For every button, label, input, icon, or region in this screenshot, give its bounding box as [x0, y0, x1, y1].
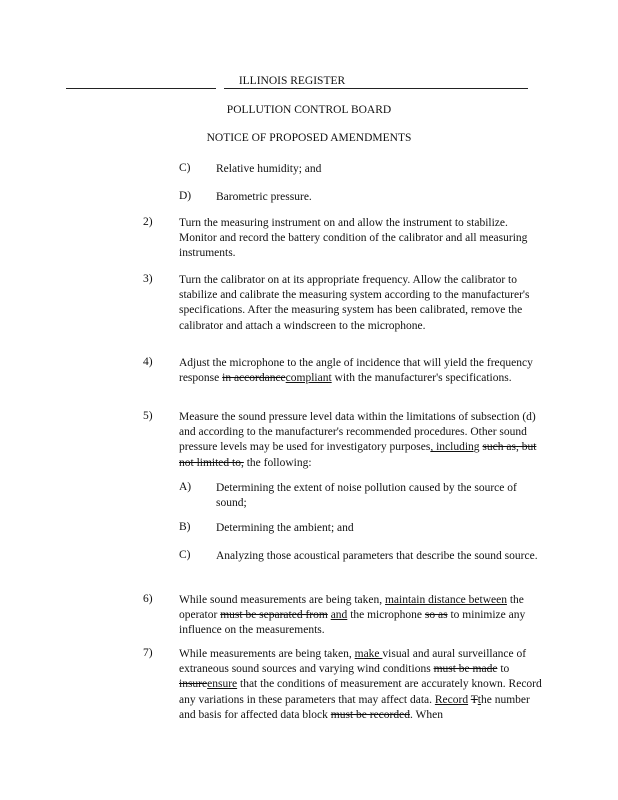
item-5-text: Measure the sound pressure level data within the limitations of subsection (d) and according to the manufacturer's recommended procedures. Other sound pressure levels may be used for investigatory purposes, including such as, but not limited to, the following: [179, 411, 537, 469]
deleted-text: must be recorded [330, 708, 410, 721]
item-5b-letter: B) [179, 521, 191, 533]
inserted-text: Record [434, 693, 469, 706]
item-7-number: 7) [143, 647, 153, 659]
deleted-text: in accordance [222, 372, 286, 385]
board-title: POLLUTION CONTROL BOARD [226, 104, 392, 116]
item-3-text: Turn the calibrator on at its appropriate frequency. Allow the calibrator to stabilize and calibrate the measuring system according to the manufacturer's specifications. After the measuring system has been calibrated, remove the calibrator and attach a windscreen to the microphone. [179, 274, 530, 332]
deleted-text: must be separated from [220, 609, 328, 622]
top-item-c-letter: C) [179, 162, 191, 174]
item-6-number: 6) [143, 593, 153, 605]
inserted-text: , including [430, 441, 480, 454]
deleted-text: so as [424, 609, 448, 622]
notice-title: NOTICE OF PROPOSED AMENDMENTS [206, 132, 412, 144]
inserted-text: ensure [207, 678, 238, 691]
top-item-d-text: Barometric pressure. [216, 191, 312, 203]
item-5c-text: Analyzing those acoustical parameters that describe the sound source. [216, 550, 538, 562]
item-4-number: 4) [143, 356, 153, 368]
item-2-number: 2) [143, 216, 153, 228]
item-6-text: While sound measurements are being taken, maintain distance between the operator must be separated from and the microphone so as to minimize any influence on the measurements. [179, 594, 526, 637]
header-rule-right [360, 88, 528, 89]
item-5a-text: Determining the extent of noise pollution caused by the source of sound; [216, 482, 517, 510]
top-item-c-text: Relative humidity; and [216, 163, 322, 175]
header-rule-left [66, 88, 216, 89]
item-5c-letter: C) [179, 549, 191, 561]
item-7-text: While measurements are being taken, make visual and aural surveillance of extraneous sound sources and varying wind conditions must be made to insureensure that the conditions of measurement are accurately known. Record any variations in these parameters that may affect data. Record Tthe number and basis for affected data block must be recorded. When [179, 648, 542, 721]
inserted-text: t [477, 693, 481, 706]
register-title: ILLINOIS REGISTER [224, 74, 360, 89]
item-5a-letter: A) [179, 481, 192, 493]
inserted-text: make [354, 648, 383, 660]
top-item-d-letter: D) [179, 190, 192, 202]
deleted-text: insure [179, 678, 208, 691]
inserted-text: compliant [285, 372, 332, 385]
item-5-number: 5) [143, 410, 153, 422]
item-2-text: Turn the measuring instrument on and allow the instrument to stabilize. Monitor and record the battery condition of the calibrator and all measuring instruments. [179, 217, 528, 260]
item-3-number: 3) [143, 273, 153, 285]
deleted-text: T [470, 693, 478, 706]
item-4-text: Adjust the microphone to the angle of incidence that will yield the frequency response in accordancecompliant with the manufacturer's specifications. [179, 357, 533, 385]
inserted-text: and [330, 609, 348, 622]
deleted-text: must be made [433, 663, 498, 676]
item-5b-text: Determining the ambient; and [216, 522, 354, 534]
deleted-text: such as, but not limited to, [179, 441, 537, 469]
inserted-text: maintain distance between [384, 594, 507, 606]
